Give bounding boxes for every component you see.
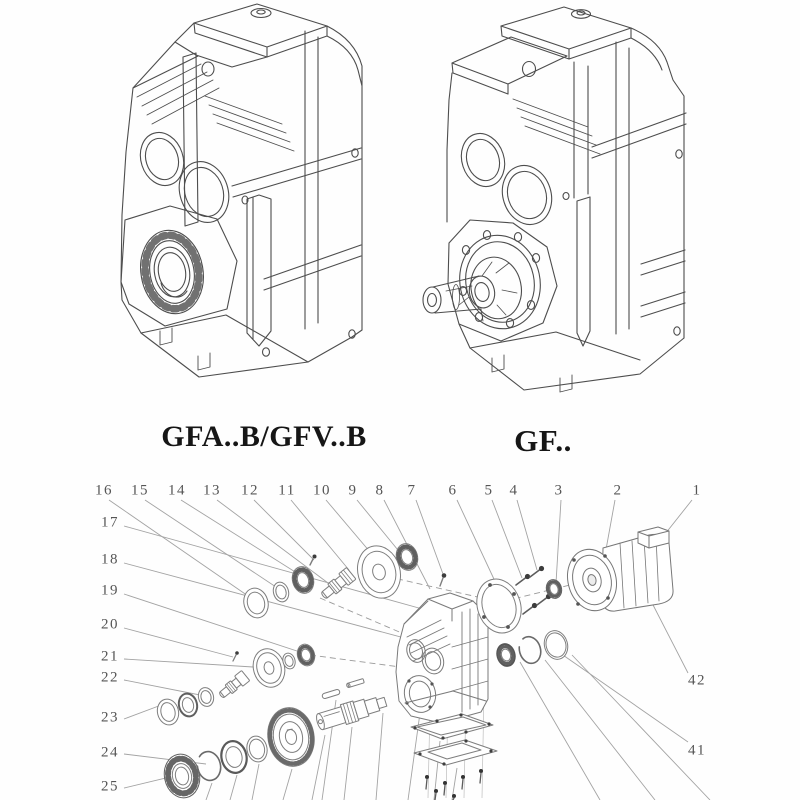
intermediate-pinion-shaft [217,671,250,701]
ball-bearing-lower [160,751,203,800]
bearing-cap-mid [155,697,182,727]
gear-mid [249,645,290,691]
callout-41: 41 [688,742,706,759]
callout-1: 1 [692,482,702,499]
callout-18: 18 [101,551,119,568]
callout-23: 23 [101,709,119,726]
callout-8: 8 [375,482,385,499]
output-bearing-detail [134,225,210,318]
ring-mid-left [196,686,215,708]
callout-3: 3 [554,482,564,499]
input-pinion-shaft [318,567,356,601]
callout-42: 42 [688,672,706,689]
vent-plug-screw [440,573,446,586]
oil-seal-mid [176,692,199,719]
screw-upper [310,555,317,566]
model-label-left: GFA..B/GFV..B [161,420,367,453]
helical-gear-lower [263,704,319,770]
housing-drawing [396,593,488,723]
callout-5: 5 [484,482,494,499]
callout-19: 19 [101,582,119,599]
callout-14: 14 [168,482,186,499]
callout-17: 17 [101,514,119,531]
callout-7: 7 [407,482,417,499]
oil-seal-lower [218,739,249,775]
model-label-right: GF.. [514,423,572,458]
bearing-upper-left [289,564,317,596]
callout-10: 10 [313,482,331,499]
callout-2: 2 [613,482,623,499]
bearing-cap-upper [240,585,271,620]
motor-drawing [561,527,673,616]
callout-11: 11 [278,482,296,499]
callout-6: 6 [448,482,458,499]
callout-4: 4 [509,482,519,499]
shaft-pin [346,679,364,688]
bearing-41-set [495,628,571,668]
callout-24: 24 [101,744,119,761]
output-flange-detail [451,228,549,337]
callout-20: 20 [101,616,119,633]
callout-16: 16 [95,482,113,499]
gearbox-right-drawing [423,7,686,392]
bottom-cover [414,739,497,765]
callout-22: 22 [101,669,119,686]
callout-13: 13 [203,482,221,499]
shaft-key [322,689,341,699]
callout-12: 12 [241,482,259,499]
ring-upper [271,580,291,603]
callout-9: 9 [348,482,358,499]
bearing-mid [295,642,317,668]
callout-15: 15 [131,482,149,499]
screw-mid [233,651,239,661]
callout-21: 21 [101,648,119,665]
ring-lower [245,734,270,764]
callout-25: 25 [101,778,119,795]
gearbox-left-drawing [121,4,362,377]
